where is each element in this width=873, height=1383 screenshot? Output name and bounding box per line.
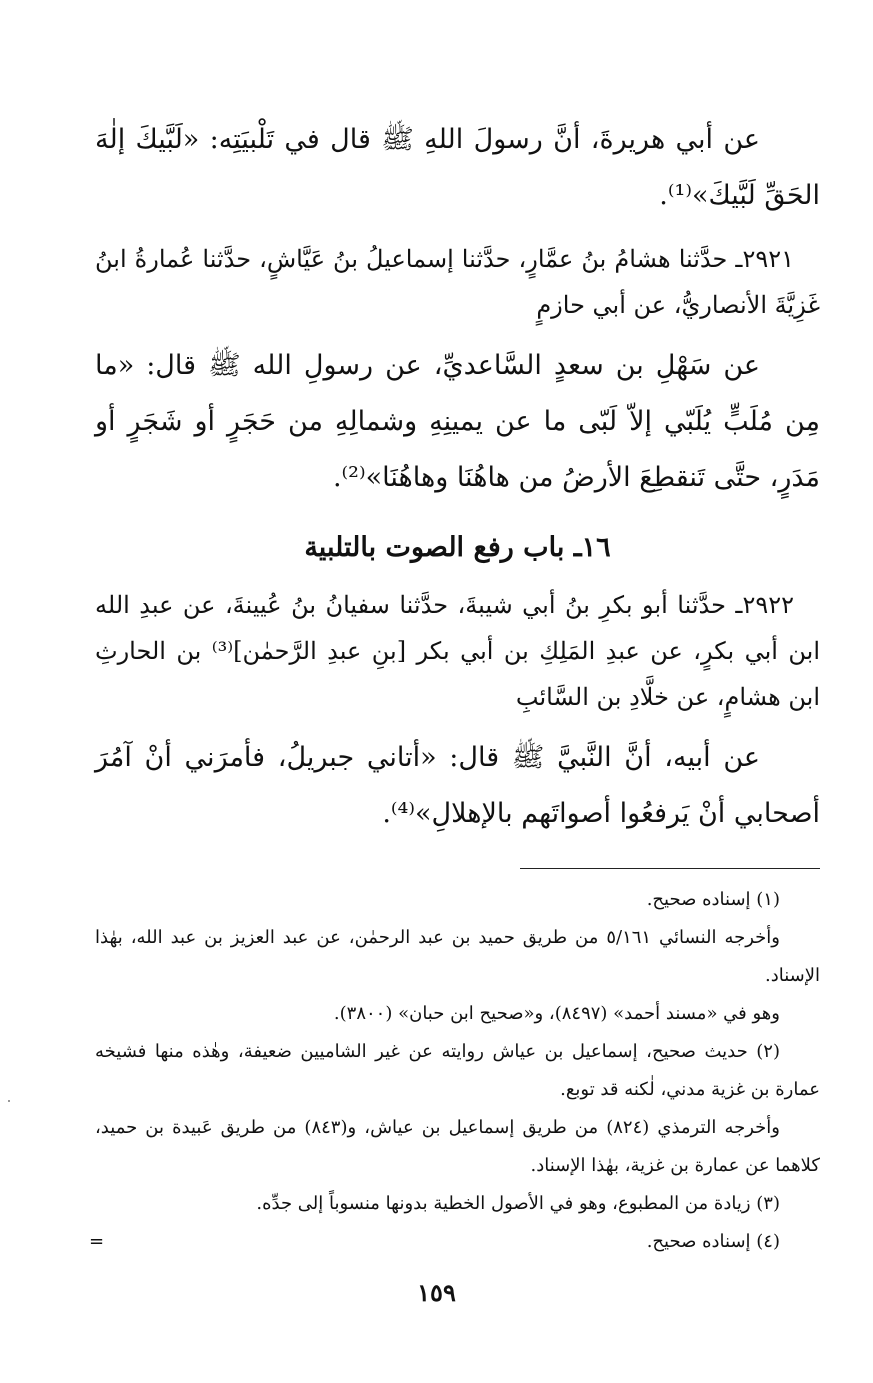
continuation-mark: = [89,1231,105,1252]
footnote-text: (٢) حديث صحيح، إسماعيل بن عياش روايته عن غير الشاميين ضعيفة، وهٰذه منها فشيخه عمارة بن غزية مدني، لٰكنه قد توبع. [95,1041,820,1100]
hadith-text-sahl [95,338,820,506]
hadith-text-abu-hurayra [95,112,820,224]
footnote-text: وهو في «مسند أحمد» (٨٤٩٧)، و«صحيح ابن حبان» (٣٨٠٠). [333,1003,780,1024]
footnote-text: (١) إسناده صحيح. [646,889,780,910]
paragraph-text: ٢٩٢٢ـ حدَّثنا أبو بكرِ بنُ أبي شيبةَ، حدَّثنا سفيانُ بنُ عُيينةَ، عن عبدِ الله ابن أبي بكرٍ، عن عبدِ المَلِكِ بن أبي بكر [بنِ عبدِ الرَّحمٰن]⁽³⁾ بن الحارثِ ابن هشامٍ، عن خلَّادِ بن السَّائبِ [95,591,820,711]
book-page [89,112,820,1342]
footnote-text: وأخرجه الترمذي (٨٢٤) من طريق إسماعيل بن عياش، و(٨٤٣) من طريق عَبيدة بن حميد، كلاهما عن عمارة بن غزية، بهٰذا الإسناد. [95,1117,820,1176]
page-number: ١٥٩ [417,1278,456,1307]
hadith-text-khallad [95,730,820,842]
footnote-1-takhrij [95,919,820,995]
footnotes [89,881,820,1261]
footnote-4 [89,1223,820,1261]
paragraph-text: ٢٩٢١ـ حدَّثنا هشامُ بنُ عمَّارٍ، حدَّثنا إسماعيلُ بنُ عَيَّاشٍ، حدَّثنا عُمارةُ ابنُ غَزِيَّةَ الأنصاريُّ، عن أبي حازمٍ [95,245,820,319]
paragraph-text: عن أبيه، أنَّ النَّبيَّ ﷺ قال: «أتاني جبريلُ، فأمرَني أنْ آمُرَ أصحابي أنْ يَرفعُوا أصواتَهم بالإهلالِ»⁽⁴⁾. [95,742,820,829]
footnote-text: (٤) إسناده صحيح. [646,1231,780,1252]
footnote-3 [95,1185,820,1223]
footnote-2 [95,1033,820,1109]
paragraph-text: عن سَهْلِ بن سعدٍ السَّاعديِّ، عن رسولِ الله ﷺ قال: «ما مِن مُلَبٍّ يُلَبّي إلاّ لَبّى ما عن يمينِهِ وشمالِهِ من حَجَرٍ أو شَجَرٍ أو مَدَرٍ، حتَّى تَنقطِعَ الأرضُ من هاهُنَا وهاهُنَا»⁽²⁾. [95,350,820,493]
footnote-2-takhrij [95,1109,820,1185]
paragraph-text: عن أبي هريرةَ، أنَّ رسولَ اللهِ ﷺ قال في تَلْبيَتِه: «لَبَّيكَ إلٰهَ الحَقِّ لَبَّيكَ»⁽¹⁾. [95,124,820,211]
footnote-text: (٣) زيادة من المطبوع، وهو في الأصول الخطية بدونها منسوباً إلى جدِّه. [256,1193,780,1214]
footnote-1-reference [95,995,820,1033]
footnote-divider [520,868,820,869]
isnad-2921 [95,236,820,328]
isnad-2922 [95,582,820,720]
footnote-1 [95,881,820,919]
scan-speck [8,1100,10,1102]
footnote-text: وأخرجه النسائي ٥/١٦١ من طريق حميد بن عبد الرحمٰن، عن عبد العزيز بن عبد الله، بهٰذا الإسناد. [95,927,820,986]
chapter-heading: ١٦ـ باب رفع الصوت بالتلبية [304,532,611,563]
